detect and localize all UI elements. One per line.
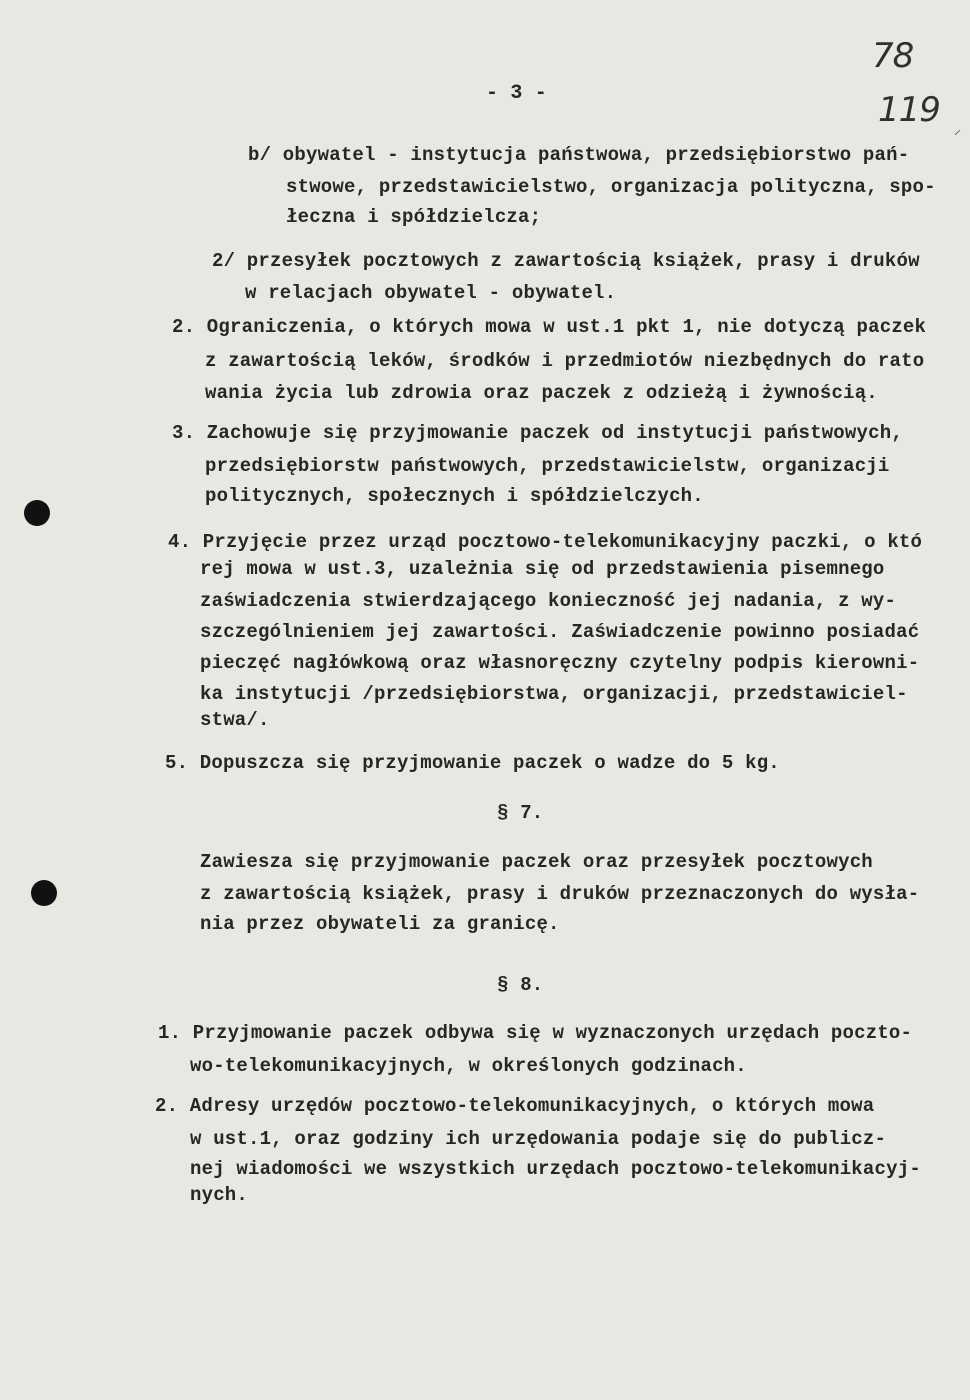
- text-line: rej mowa w ust.3, uzależnia się od przedstawienia pisemnego: [200, 558, 885, 580]
- text-line: 2/ przesyłek pocztowych z zawartością książek, prasy i druków: [212, 250, 920, 272]
- text-line: 2. Adresy urzędów pocztowo-telekomunikacyjnych, o których mowa: [155, 1095, 875, 1117]
- text-line: nych.: [190, 1184, 249, 1206]
- text-line: zaświadczenia stwierdzającego konieczność jej nadania, z wy-: [200, 590, 897, 612]
- text-line: szczególnieniem jej zawartości. Zaświadczenie powinno posiadać: [200, 621, 920, 643]
- text-line: 5. Dopuszcza się przyjmowanie paczek o wadze do 5 kg.: [165, 752, 780, 774]
- text-line: wo-telekomunikacyjnych, w określonych godzinach.: [190, 1055, 747, 1077]
- text-line: łeczna i spółdzielcza;: [286, 206, 542, 228]
- text-line: w ust.1, oraz godziny ich urzędowania podaje się do publicz-: [190, 1128, 887, 1150]
- text-line: nej wiadomości we wszystkich urzędach pocztowo-telekomunikacyj-: [190, 1158, 921, 1180]
- archive-number-top: 78: [872, 36, 914, 76]
- text-line: 2. Ograniczenia, o których mowa w ust.1 pkt 1, nie dotyczą paczek: [172, 316, 927, 338]
- text-line: przedsiębiorstw państwowych, przedstawicielstw, organizacji: [205, 455, 890, 477]
- punch-hole-upper: [24, 500, 50, 526]
- text-line: pieczęć nagłówkową oraz własnoręczny czytelny podpis kierowni-: [200, 652, 920, 674]
- text-line: wania życia lub zdrowia oraz paczek z odzieżą i żywnością.: [205, 382, 878, 404]
- punch-hole-lower: [31, 880, 57, 906]
- text-line: Zawiesza się przyjmowanie paczek oraz przesyłek pocztowych: [200, 851, 873, 873]
- text-line: 3. Zachowuje się przyjmowanie paczek od instytucji państwowych,: [172, 422, 903, 444]
- text-line: b/ obywatel - instytucja państwowa, przedsiębiorstwo pań-: [248, 144, 910, 166]
- text-line: z zawartością książek, prasy i druków przeznaczonych do wysła-: [200, 883, 920, 905]
- section-heading: § 7.: [497, 802, 544, 824]
- section-heading: § 8.: [497, 974, 544, 996]
- text-line: stwa/.: [200, 709, 270, 731]
- text-line: politycznych, społecznych i spółdzielczych.: [205, 485, 704, 507]
- text-line: w relacjach obywatel - obywatel.: [245, 282, 617, 304]
- margin-mark: ⸝: [954, 123, 961, 139]
- text-line: 1. Przyjmowanie paczek odbywa się w wyznaczonych urzędach poczto-: [158, 1022, 913, 1044]
- text-line: ka instytucji /przedsiębiorstwa, organizacji, przedstawiciel-: [200, 683, 908, 705]
- text-line: 4. Przyjęcie przez urząd pocztowo-telekomunikacyjny paczki, o któ: [168, 531, 923, 553]
- text-line: z zawartością leków, środków i przedmiotów niezbędnych do rato: [205, 350, 925, 372]
- text-line: nia przez obywateli za granicę.: [200, 913, 560, 935]
- page-number: - 3 -: [486, 82, 548, 105]
- text-line: stwowe, przedstawicielstwo, organizacja polityczna, spo-: [286, 176, 936, 198]
- archive-number-bottom: 119: [878, 90, 940, 130]
